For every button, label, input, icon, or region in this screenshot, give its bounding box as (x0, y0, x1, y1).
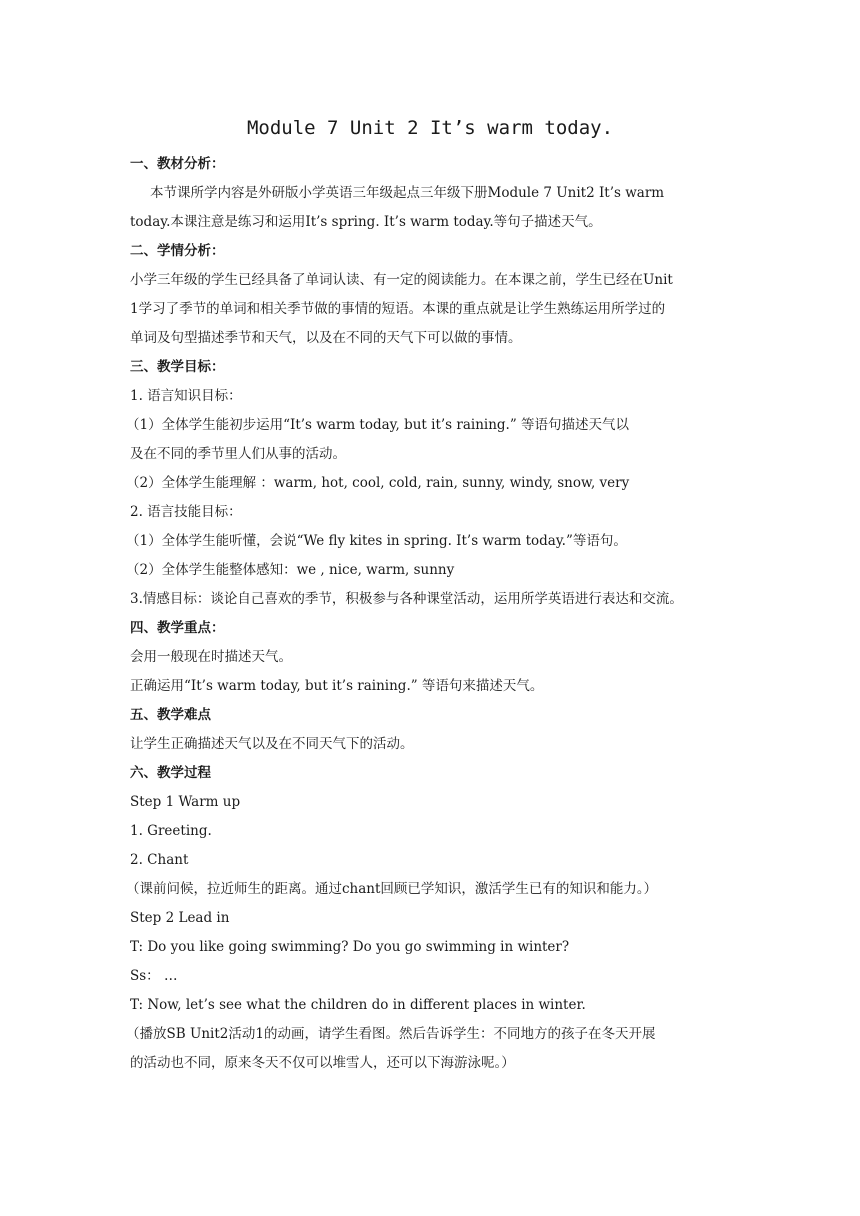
text-line: Ss： … (130, 968, 178, 984)
section-heading: 三、教学目标： (130, 359, 225, 375)
text-line: 正确运用“It’s warm today, but it’s raining.” 等语句来描述天气。 (130, 678, 544, 694)
text-line: （1）全体学生能初步运用“It’s warm today, but it’s raining.” 等语句描述天气以 (126, 417, 630, 433)
text-line: （2）全体学生能整体感知：we , nice, warm, sunny (126, 562, 455, 578)
text-line: 1. 语言知识目标： (130, 388, 242, 404)
text-line: T: Now, let’s see what the children do in different places in winter. (130, 997, 586, 1013)
text-line: 的活动也不同，原来冬天不仅可以堆雪人，还可以下海游泳呢。） (130, 1055, 515, 1071)
text-line: 让学生正确描述天气以及在不同天气下的活动。 (130, 736, 414, 752)
text-line: 小学三年级的学生已经具备了单词认读、有一定的阅读能力。在本课之前，学生已经在Unit (130, 272, 673, 288)
text-line: （课前问候，拉近师生的距离。通过chant回顾已学知识，激活学生已有的知识和能力。） (126, 881, 658, 897)
text-line: T: Do you like going swimming? Do you go swimming in winter? (130, 939, 570, 955)
text-line: 本节课所学内容是外研版小学英语三年级起点三年级下册Module 7 Unit2 It’s warm (150, 185, 665, 201)
text-line: 2. 语言技能目标： (130, 504, 242, 520)
text-line: Step 1 Warm up (130, 794, 241, 810)
text-line: 及在不同的季节里人们从事的活动。 (130, 446, 346, 462)
text-line: 1. Greeting. (130, 823, 212, 839)
document-title: Module 7 Unit 2 It’s warm today. (246, 117, 614, 139)
section-heading: 一、教材分析： (130, 156, 225, 172)
text-line: today.本课注意是练习和运用It’s spring. It’s warm today.等句子描述天气。 (130, 214, 602, 230)
text-line: （1）全体学生能听懂，会说“We fly kites in spring. It’s warm today.”等语句。 (126, 533, 627, 549)
text-line: 3.情感目标：谈论自己喜欢的季节，积极参与各种课堂活动，运用所学英语进行表达和交流。 (130, 591, 683, 607)
text-line: Step 2 Lead in (130, 910, 230, 926)
document-body (126, 150, 735, 1078)
text-line: （2）全体学生能理解 ：warm, hot, cool, cold, rain, sunny, windy, snow, very (126, 475, 630, 491)
text-line: （播放SB Unit2活动1的动画，请学生看图。然后告诉学生：不同地方的孩子在冬天开展 (126, 1026, 656, 1042)
text-line: 2. Chant (130, 852, 189, 868)
text-line: 会用一般现在时描述天气。 (130, 649, 292, 665)
text-line: 单词及句型描述季节和天气，以及在不同的天气下可以做的事情。 (130, 330, 522, 346)
section-heading: 六、教学过程 (130, 765, 211, 781)
text-line: 1学习了季节的单词和相关季节做的事情的短语。本课的重点就是让学生熟练运用所学过的 (130, 301, 666, 317)
section-heading: 二、学情分析： (130, 243, 225, 259)
section-heading: 四、教学重点： (130, 620, 225, 636)
section-heading: 五、教学难点 (130, 707, 211, 723)
